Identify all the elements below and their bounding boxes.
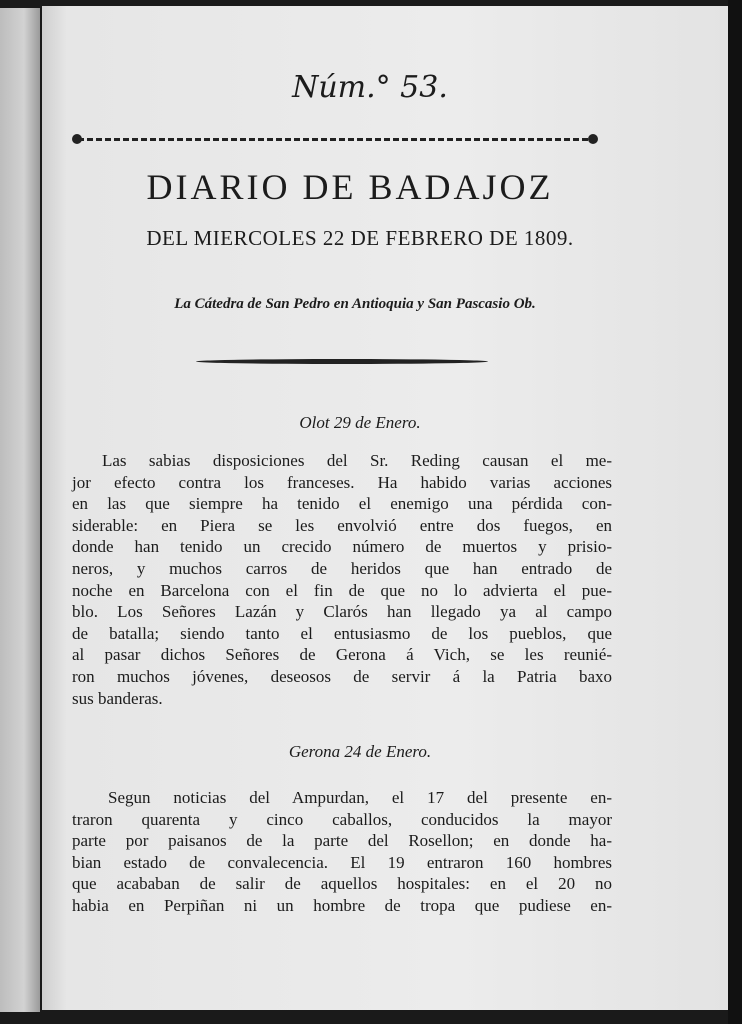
issue-date: DEL MIERCOLES 22 DE FEBRERO DE 1809. — [146, 226, 574, 250]
text-line: noche en Barcelona con el fin de que no lo advierta el pue- — [72, 580, 612, 600]
text-line: bian estado de convalecencia. El 19 entraron 160 hombres — [72, 852, 612, 872]
text-line: blo. Los Señores Lazán y Clarós han llegado ya al campo — [72, 602, 612, 622]
text-line: ron muchos jóvenes, deseosos de servir á la Patria baxo — [72, 666, 612, 686]
section-divider — [196, 359, 488, 364]
article-olot-body — [72, 450, 612, 709]
text-line: donde han tenido un crecido número de muertos y prisio- — [72, 537, 612, 557]
text-line: jor efecto contra los franceses. Ha habido varias acciones — [72, 472, 612, 492]
dateline-gerona: Gerona 24 de Enero. — [288, 742, 432, 761]
dateline-olot: Olot 29 de Enero. — [299, 413, 421, 432]
text-line: habia en Perpiñan ni un hombre de tropa que pudiese en- — [72, 895, 612, 915]
background-edge — [728, 0, 742, 1024]
text-line: neros, y muchos carros de heridos que han entrado de — [72, 558, 612, 578]
text-line: parte por paisanos de la parte del Rosellon; en donde ha- — [72, 831, 612, 851]
text-line: Segun noticias del Ampurdan, el 17 del presente en- — [108, 788, 612, 807]
saints-of-the-day: La Cátedra de San Pedro en Antioquia y San Pascasio Ob. — [174, 296, 536, 312]
newspaper-title: DIARIO DE BADAJOZ — [146, 167, 554, 207]
text-line: siderable: en Piera se les envolvió entre dos fuegos, en — [72, 515, 612, 535]
article-gerona-body — [72, 787, 612, 917]
text-line: al pasar dichos Señores de Gerona á Vich, se les reunié- — [72, 645, 612, 665]
text-line: sus banderas. — [72, 688, 163, 708]
text-line: traron quarenta y cinco caballos, conducidos la mayor — [72, 809, 612, 829]
text-line: Las sabias disposiciones del Sr. Reding causan el me- — [102, 451, 612, 470]
ornamental-rule — [78, 138, 592, 141]
issue-number: Núm.° 53. — [292, 70, 448, 105]
text-line: que acababan de salir de aquellos hospitales: en el 20 no — [72, 874, 612, 894]
text-line: en las que siempre ha tenido el enemigo una pérdida con- — [72, 494, 612, 514]
facing-page-edge — [0, 8, 40, 1012]
text-line: de batalla; siendo tanto el entusiasmo de los pueblos, que — [72, 623, 612, 643]
